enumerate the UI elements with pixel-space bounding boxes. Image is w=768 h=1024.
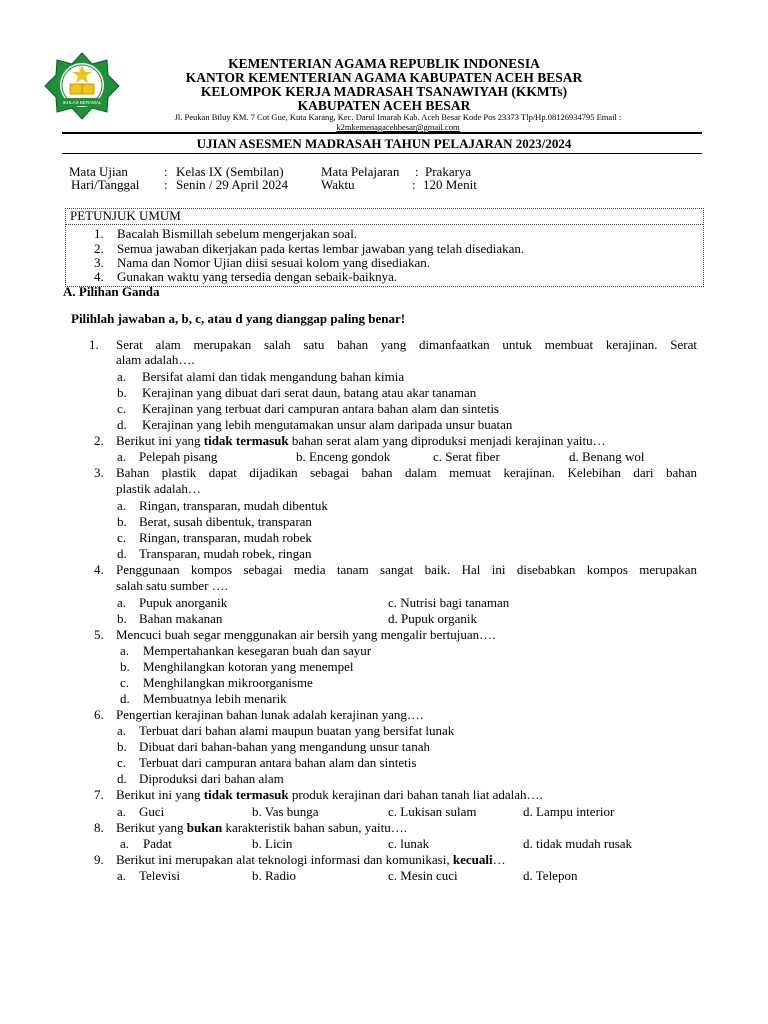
option-text: b. Vas bunga <box>252 804 319 819</box>
option-letter: b. <box>117 385 127 400</box>
option-letter: b. <box>117 739 127 754</box>
option-text: c. Lukisan sulam <box>388 804 477 819</box>
option-letter: b. <box>117 514 127 529</box>
option-text: c. Serat fiber <box>433 449 500 464</box>
option-letter: a. <box>120 643 130 658</box>
waktu-value: 120 Menit <box>423 177 477 192</box>
question-text: salah satu sumber …. <box>116 578 228 593</box>
header-email[interactable]: k2mkemenagacehbesar@gmail.com <box>336 122 460 132</box>
question-text: Berikut ini yang tidak termasuk produk kerajinan dari bahan tanah liat adalah…. <box>116 787 543 802</box>
question-text: Penggunaan kompos sebagai media tanam sangat baik. Hal ini disebabkan kompos merupakan <box>116 562 697 577</box>
option-text: c. Mesin cuci <box>388 868 458 883</box>
mata-ujian-label: Mata Ujian <box>69 164 128 179</box>
option-text: Padat <box>143 836 172 851</box>
question-text: Bahan plastik dapat dijadikan sebagai bahan dalam memuat kerajinan. Kelebihan dari bahan <box>116 465 697 480</box>
option-letter: b. <box>117 611 127 626</box>
option-text: Ringan, transparan, mudah dibentuk <box>139 498 328 513</box>
option-text: Pupuk anorganik <box>139 595 228 610</box>
option-text: Bahan makanan <box>139 611 223 626</box>
header-region: KABUPATEN ACEH BESAR <box>297 98 471 113</box>
option-text: c. Nutrisi bagi tanaman <box>388 595 510 610</box>
header-group: KELOMPOK KERJA MADRASAH TSANAWIYAH (KKMTs) <box>200 84 568 99</box>
waktu-label: Waktu <box>321 177 355 192</box>
petunjuk-num: 3. <box>94 255 104 270</box>
option-letter: a. <box>117 449 127 464</box>
option-letter: c. <box>117 530 127 545</box>
question-number: 6. <box>94 707 104 722</box>
colon: : <box>164 164 168 179</box>
option-letter: a. <box>117 868 127 883</box>
petunjuk-item: Gunakan waktu yang tersedia dengan sebaik-baiknya. <box>117 269 398 284</box>
petunjuk-title: PETUNJUK UMUM <box>70 208 181 223</box>
option-letter: c. <box>117 755 127 770</box>
option-letter: b. <box>120 659 130 674</box>
header-office: KANTOR KEMENTERIAN AGAMA KABUPATEN ACEH BESAR <box>185 70 583 85</box>
section-heading: A. Pilihan Ganda <box>63 284 160 299</box>
petunjuk-item: Bacalah Bismillah sebelum mengerjakan soal. <box>117 226 358 241</box>
petunjuk-divider <box>65 224 703 225</box>
option-text: Pelepah pisang <box>139 449 218 464</box>
option-letter: a. <box>120 836 130 851</box>
header-rule <box>62 132 702 134</box>
question-number: 7. <box>94 787 104 802</box>
mata-ujian-value: Kelas IX (Sembilan) <box>176 164 284 179</box>
option-text: Menghilangkan kotoran yang menempel <box>143 659 354 674</box>
question-number: 5. <box>94 627 104 642</box>
question-text: Berikut ini merupakan alat teknologi informasi dan komunikasi, kecuali… <box>116 852 506 867</box>
question-text: Berikut yang bukan karakteristik bahan sabun, yaitu…. <box>116 820 408 835</box>
colon: : <box>412 177 416 192</box>
option-text: Terbuat dari campuran antara bahan alam dan sintetis <box>139 755 417 770</box>
option-text: Kerajinan yang dibuat dari serat daun, batang atau akar tanaman <box>142 385 477 400</box>
option-text: Televisi <box>139 868 180 883</box>
option-text: Bersifat alami dan tidak mengandung bahan kimia <box>142 369 405 384</box>
option-text: b. Enceng gondok <box>296 449 391 464</box>
option-text: d. Pupuk organik <box>388 611 477 626</box>
option-text: Guci <box>139 804 165 819</box>
option-letter: a. <box>117 369 127 384</box>
question-number: 8. <box>94 820 104 835</box>
question-text: Serat alam merupakan salah satu bahan yang dimanfaatkan untuk membuat kerajinan. Serat <box>116 337 697 352</box>
question-number: 9. <box>94 852 104 867</box>
option-text: d. Telepon <box>523 868 578 883</box>
option-text: Ringan, transparan, mudah robek <box>139 530 312 545</box>
option-letter: d. <box>117 771 127 786</box>
petunjuk-item: Semua jawaban dikerjakan pada kertas lembar jawaban yang telah disediakan. <box>117 241 525 256</box>
mapel-value: Prakarya <box>425 164 472 179</box>
option-text: Terbuat dari bahan alami maupun buatan yang bersifat lunak <box>139 723 455 738</box>
header-ministry: KEMENTERIAN AGAMA REPUBLIK INDONESIA <box>228 56 540 71</box>
option-text: b. Radio <box>252 868 297 883</box>
option-letter: a. <box>117 595 127 610</box>
hari-value: Senin / 29 April 2024 <box>176 177 288 192</box>
question-number: 3. <box>94 465 104 480</box>
petunjuk-item: Nama dan Nomor Ujian diisi sesuai kolom yang disediakan. <box>117 255 431 270</box>
option-text: Kerajinan yang lebih mengutamakan unsur alam daripada unsur buatan <box>142 417 513 432</box>
question-number: 4. <box>94 562 104 577</box>
exam-title: UJIAN ASESMEN MADRASAH TAHUN PELAJARAN 2023/2024 <box>196 136 572 151</box>
option-text: Dibuat dari bahan-bahan yang mengandung unsur tanah <box>139 739 430 754</box>
question-text: Pengertian kerajinan bahan lunak adalah kerajinan yang…. <box>116 707 424 722</box>
colon: : <box>164 177 168 192</box>
option-letter: c. <box>117 401 127 416</box>
option-letter: c. <box>120 675 130 690</box>
option-text: Menghilangkan mikroorganisme <box>143 675 313 690</box>
option-letter: d. <box>117 417 127 432</box>
option-text: c. lunak <box>388 836 430 851</box>
option-letter: d. <box>117 546 127 561</box>
question-text: Mencuci buah segar menggunakan air bersih yang mengalir bertujuan…. <box>116 627 496 642</box>
option-letter: a. <box>117 723 127 738</box>
instruction: Pilihlah jawaban a, b, c, atau d yang dianggap paling benar! <box>71 311 406 326</box>
option-letter: a. <box>117 804 127 819</box>
option-text: Membuatnya lebih menarik <box>143 691 287 706</box>
mapel-label: Mata Pelajaran <box>321 164 400 179</box>
petunjuk-num: 2. <box>94 241 104 256</box>
option-text: Kerajinan yang terbuat dari campuran antara bahan alam dan sintetis <box>142 401 499 416</box>
option-text: d. Benang wol <box>569 449 645 464</box>
option-letter: d. <box>120 691 130 706</box>
option-text: Berat, susah dibentuk, transparan <box>139 514 312 529</box>
hari-label: Hari/Tanggal <box>71 177 140 192</box>
option-text: d. Lampu interior <box>523 804 615 819</box>
question-text: plastik adalah… <box>116 481 201 496</box>
question-number: 1. <box>89 337 99 352</box>
question-text: Berikut ini yang tidak termasuk bahan serat alam yang diproduksi menjadi kerajinan yaitu… <box>116 433 606 448</box>
option-text: b. Licin <box>252 836 293 851</box>
title-rule <box>62 153 702 154</box>
logo-text: IKHLAS BERAMAL <box>62 100 102 105</box>
question-number: 2. <box>94 433 104 448</box>
option-text: Transparan, mudah robek, ringan <box>139 546 312 561</box>
colon: : <box>415 164 419 179</box>
option-text: d. tidak mudah rusak <box>523 836 633 851</box>
question-text: alam adalah…. <box>116 352 195 367</box>
option-letter: a. <box>117 498 127 513</box>
petunjuk-num: 1. <box>94 226 104 241</box>
header-address: Jl. Peukan Biluy KM. 7 Cot Gue, Kuta Karang, Kec. Darul Imarah Kab. Aceh Besar Kode Pos 23373 Tlp/Hp.08126934795 Email : <box>174 112 622 122</box>
option-text: Diproduksi dari bahan alam <box>139 771 284 786</box>
option-text: Mempertahankan kesegaran buah dan sayur <box>143 643 372 658</box>
petunjuk-num: 4. <box>94 269 104 284</box>
